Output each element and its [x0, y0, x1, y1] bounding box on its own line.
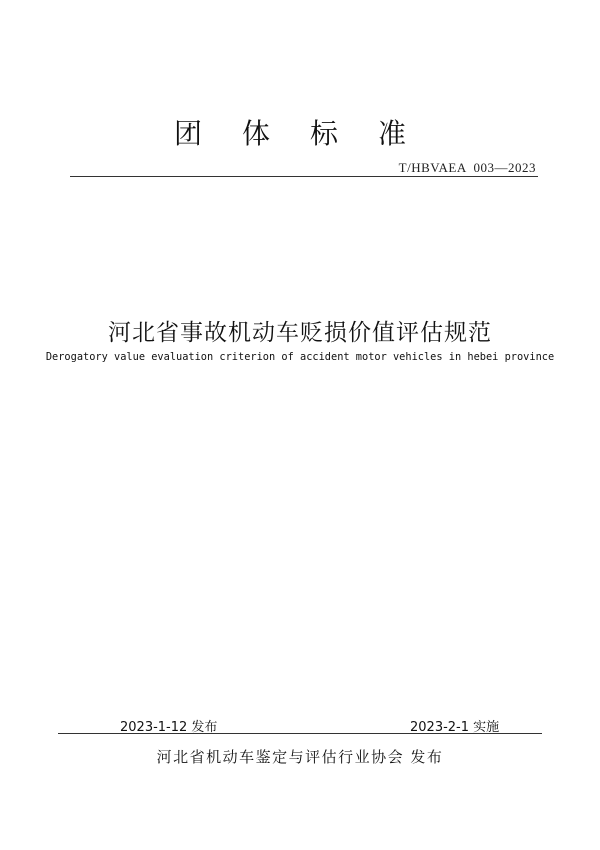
document-type-heading: 团体标准	[173, 117, 446, 150]
top-divider	[70, 176, 538, 177]
publish-date: 2023-1-12 发布	[120, 720, 218, 735]
implement-date: 2023-2-1 实施	[410, 720, 500, 735]
bottom-divider	[58, 733, 542, 734]
standard-number: T/HBVAEA 003—2023	[398, 160, 536, 175]
document-title-chinese: 河北省事故机动车贬损价值评估规范	[108, 320, 492, 346]
document-title-english: Derogatory value evaluation criterion of accident motor vehicles in hebei province	[45, 351, 555, 363]
issuing-organization: 河北省机动车鉴定与评估行业协会 发布	[156, 748, 444, 766]
